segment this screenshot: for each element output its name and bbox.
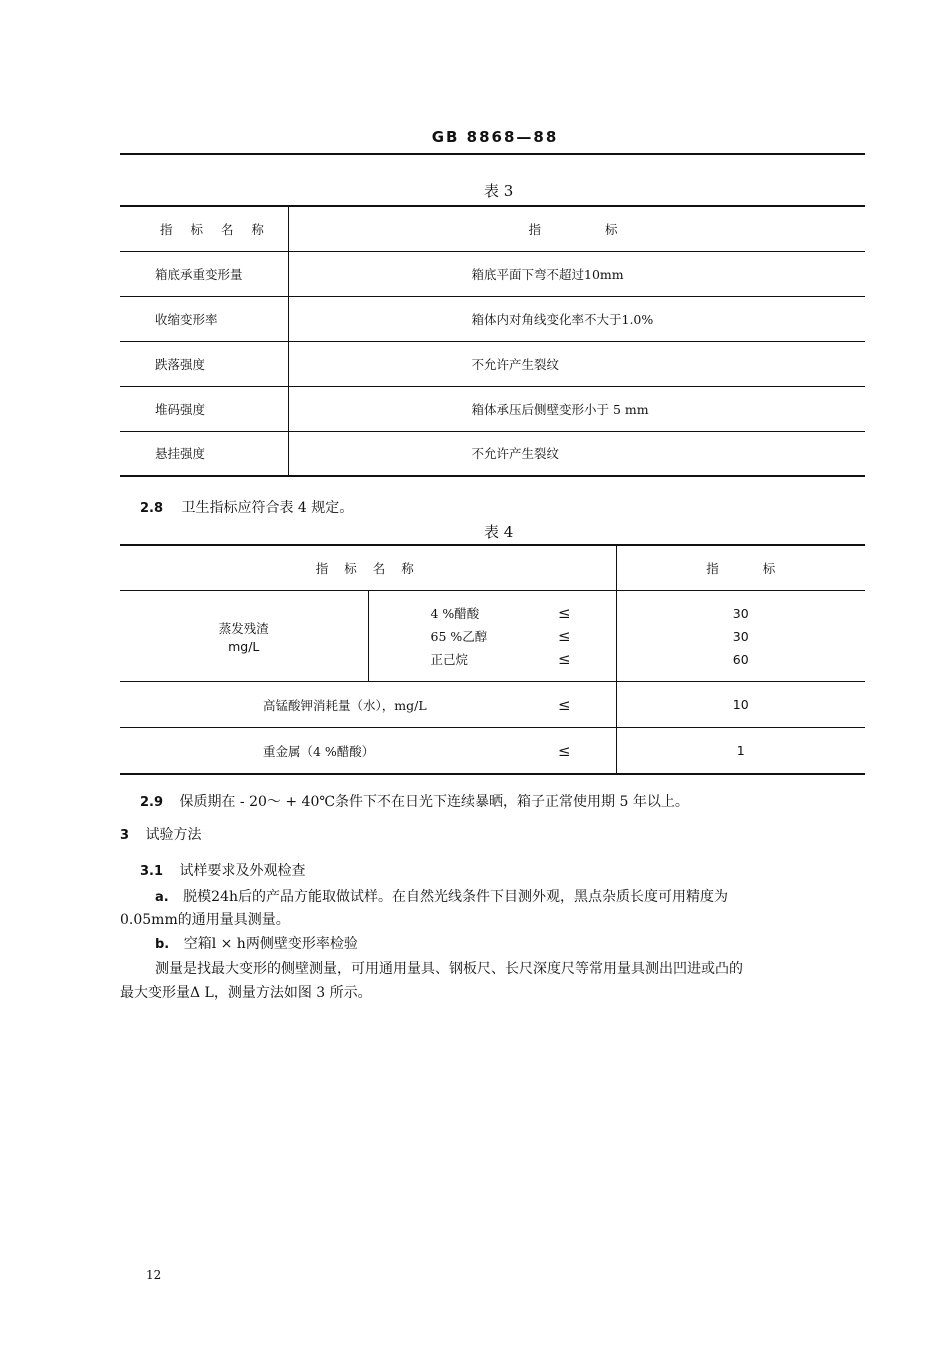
table3-header-value: 指 标 — [288, 206, 865, 251]
table4 — [120, 544, 865, 775]
section-number: 2.8 — [140, 501, 164, 516]
section-number: 3.1 — [140, 864, 164, 879]
section-title: 试验方法 — [145, 827, 202, 843]
item-label: a. — [155, 890, 169, 905]
table4-caption: 表 4 — [484, 523, 514, 541]
section-number: 3 — [120, 828, 130, 843]
table3 — [120, 205, 865, 477]
standard-code: GB 8868—88 — [431, 128, 559, 146]
section-2-8 — [140, 497, 353, 520]
solvent: 65 %乙醇 — [430, 628, 488, 644]
le-sign: ≤ — [493, 682, 616, 728]
table3-row-value: 箱体承压后侧壁变形小于 5 mm — [288, 386, 865, 431]
table-row — [120, 251, 865, 296]
kmno4-value: 10 — [616, 682, 865, 728]
solvent: 正己烷 — [430, 651, 469, 667]
solvent: 4 %醋酸 — [430, 605, 480, 621]
evaporation-values — [616, 591, 865, 682]
heavy-metal-value: 1 — [736, 743, 745, 758]
value: 30 — [732, 628, 749, 644]
table-row — [120, 296, 865, 341]
evaporation-solvents — [368, 591, 493, 682]
section-3-1 — [140, 860, 305, 883]
table3-row-value: 箱体内对角线变化率不大于1.0% — [288, 296, 865, 341]
item-text: 空箱l × h两侧壁变形率检验 — [183, 936, 358, 952]
table3-row-name: 跌落强度 — [120, 341, 288, 386]
table3-row-name: 收缩变形率 — [120, 296, 288, 341]
value: 30 — [732, 605, 749, 621]
le-sign: ≤ — [558, 649, 571, 668]
table-row — [120, 682, 865, 728]
evaporation-unit: mg/L — [228, 638, 260, 654]
table3-row-value: 不允许产生裂纹 — [471, 446, 560, 462]
table-row — [120, 386, 865, 431]
le-sign: ≤ — [493, 728, 616, 775]
section-3 — [120, 824, 202, 847]
section-title: 试样要求及外观检查 — [179, 863, 306, 879]
value: 60 — [732, 651, 749, 667]
item-label: b. — [155, 937, 170, 952]
section-text: 卫生指标应符合表 4 规定。 — [181, 500, 354, 516]
table4-header-row — [120, 545, 865, 591]
header-rule — [120, 153, 865, 155]
table-row — [120, 728, 865, 775]
evaporation-label-cell — [120, 591, 368, 682]
table4-header-value: 指 标 — [616, 545, 865, 591]
evaporation-label: 蒸发残渣 — [218, 620, 269, 636]
table-row — [120, 431, 865, 476]
measure-line2: 最大变形量Δ L，测量方法如图 3 所示。 — [120, 985, 372, 1001]
section-text: 保质期在 - 20～ + 40℃条件下不在日光下连续暴晒，箱子正常使用期 5 年以上。 — [179, 794, 689, 810]
table3-row-name: 堆码强度 — [120, 386, 288, 431]
table-row — [120, 341, 865, 386]
le-sign: ≤ — [558, 626, 571, 645]
page-number: 12 — [146, 1268, 162, 1282]
section-2-9 — [140, 791, 689, 814]
evaporation-ops — [493, 591, 616, 682]
table3-row-name: 悬挂强度 — [120, 431, 288, 476]
table3-row-value: 箱底平面下弯不超过10mm — [288, 251, 865, 296]
table-row — [120, 591, 865, 682]
item-text: 脱模24h后的产品方能取做试样。在自然光线条件下目测外观，黑点杂质长度可用精度为 — [183, 889, 729, 905]
table4-header-name: 指 标 名 称 — [120, 545, 616, 591]
item-b — [155, 933, 358, 956]
table3-caption: 表 3 — [484, 182, 514, 200]
table3-header-row — [120, 206, 865, 251]
item-a-line1 — [155, 886, 728, 909]
table3-row-name: 箱底承重变形量 — [120, 251, 288, 296]
le-sign: ≤ — [558, 603, 571, 622]
heavy-metal-label: 重金属（4 %醋酸） — [263, 743, 375, 759]
kmno4-label: 高锰酸钾消耗量（水），mg/L — [120, 682, 493, 728]
measure-line1: 测量是找最大变形的侧壁测量，可用通用量具、钢板尺、长尺深度尺等常用量具测出凹进或凸的 — [155, 961, 743, 977]
item-a-line2: 0.05mm的通用量具测量。 — [120, 912, 290, 928]
section-number: 2.9 — [140, 795, 164, 810]
table3-header-name: 指 标 名 称 — [120, 206, 288, 251]
table3-row-value: 不允许产生裂纹 — [288, 341, 865, 386]
